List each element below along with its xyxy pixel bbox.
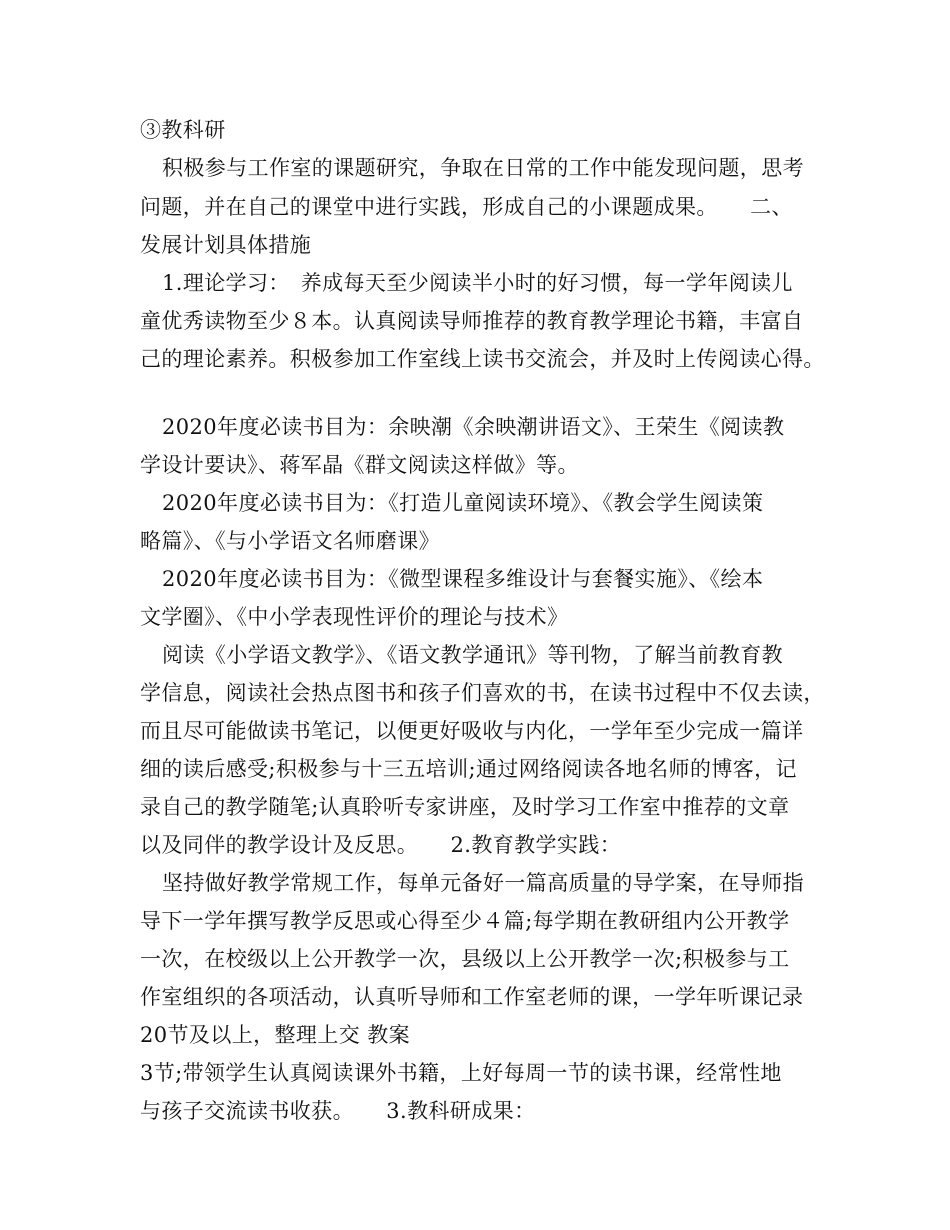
paragraph-practice-line-1: 坚持做好教学常规工作，每单元备好一篇高质量的导学案，在导师指 (162, 871, 804, 895)
paragraph-reading-line-2: 学信息，阅读社会热点图书和孩子们喜欢的书，在读书过程中不仅去读， (140, 681, 825, 705)
reading-list-2020-c-line-2: 文学圈》、《中小学表现性评价的理论与技术》 (140, 605, 569, 629)
paragraph-practice-line-2: 导下一学年撰写教学反思或心得至少４篇;每学期在教研组内公开教学 (140, 909, 790, 933)
paragraph-practice-line-6: 3节;带领学生认真阅读课外书籍，上好每周一节的读书课，经常性地 (140, 1061, 782, 1085)
reading-list-2020-a-line-2: 学设计要诀》、蒋军晶《群文阅读这样做》等。 (140, 453, 579, 477)
reading-list-2020-c-line-1: 2020年度必读书目为：《微型课程多维设计与套餐实施》、《绘本 (162, 567, 764, 591)
section-heading-measures: 发展计划具体措施 (140, 233, 312, 257)
paragraph-practice-line-7: 与孩子交流读书收获。 3.教科研成果： (140, 1099, 536, 1123)
paragraph-theory-line-1: 1.理论学习： 养成每天至少阅读半小时的好习惯，每一学年阅读儿 (162, 271, 793, 295)
paragraph-reading-line-6: 以及同伴的教学设计及反思。 2.教育教学实践： (140, 833, 622, 857)
paragraph-theory-line-2: 童优秀读物至少８本。认真阅读导师推荐的教育教学理论书籍，丰富自 (140, 309, 804, 333)
paragraph-reading-line-5: 录自己的教学随笔;认真聆听专家讲座，及时学习工作室中推荐的文章 (140, 795, 790, 819)
paragraph-research-line-2: 问题，并在自己的课堂中进行实践，形成自己的小课题成果。 二、 (140, 195, 793, 219)
reading-list-2020-b-line-1: 2020年度必读书目为：《打造儿童阅读环境》、《教会学生阅读策 (162, 491, 764, 515)
paragraph-reading-line-1: 阅读《小学语文教学》、《语文教学通讯》等刊物，了解当前教育教 (162, 643, 783, 667)
paragraph-research-line-1: 积极参与工作室的课题研究，争取在日常的工作中能发现问题，思考 (162, 156, 804, 180)
paragraph-practice-line-3: 一次，在校级以上公开教学一次，县级以上公开教学一次;积极参与工 (140, 947, 790, 971)
reading-list-2020-a-line-1: 2020年度必读书目为：余映潮《余映潮讲语文》、王荣生《阅读教 (162, 415, 785, 439)
paragraph-practice-line-4: 作室组织的各项活动，认真听导师和工作室老师的课，一学年听课记录 (140, 985, 804, 1009)
paragraph-theory-line-3: 己的理论素养。积极参加工作室线上读书交流会，并及时上传阅读心得。 (140, 347, 825, 371)
paragraph-reading-line-3: 而且尽可能做读书笔记，以便更好吸收与内化，一学年至少完成一篇详 (140, 719, 804, 743)
section-heading-research: ③教科研 (140, 118, 226, 142)
paragraph-practice-line-5: 20节及以上，整理上交 教案 (140, 1023, 410, 1047)
paragraph-reading-line-4: 细的读后感受;积极参与十三五培训;通过网络阅读各地名师的博客，记 (140, 757, 797, 781)
reading-list-2020-b-line-2: 略篇》、《与小学语文名师磨课》 (140, 529, 440, 553)
